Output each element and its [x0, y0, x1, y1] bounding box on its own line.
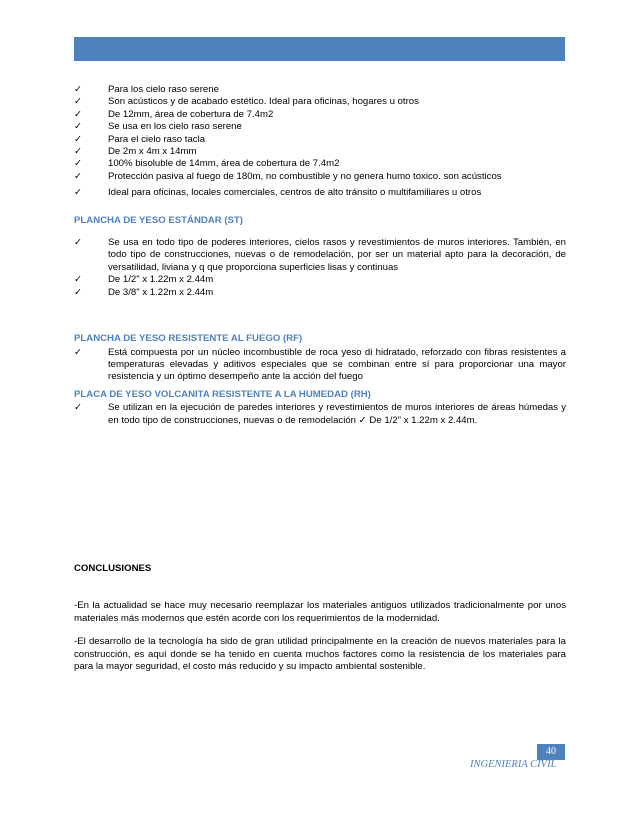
list-item-text: Para los cielo raso serene — [108, 84, 219, 95]
conclusions-title: CONCLUSIONES — [74, 562, 152, 574]
list-item-text: De 12mm, área de cobertura de 7.4m2 — [108, 108, 274, 120]
check-icon: ✓ — [74, 158, 82, 170]
check-icon: ✓ — [74, 286, 82, 298]
list-item-text: 100% bisoluble de 14mm, área de cobertura de 7.4m2 — [108, 158, 340, 170]
check-icon: ✓ — [74, 133, 82, 145]
check-icon: ✓ — [74, 170, 82, 182]
list-item-text: Ideal para oficinas, locales comerciales, centros de alto tránsito o multifamiliares u otros — [108, 187, 482, 199]
list-item — [74, 146, 566, 158]
page-content — [74, 84, 566, 673]
check-icon: ✓ — [74, 237, 82, 249]
list-item — [74, 274, 566, 286]
list-item-text: Está compuesta por un núcleo incombustible de roca yeso di hidratado, reforzado con fibras resistentes a temperaturas elevadas y aditivos especiales que se combinan entre sí para proporcionar una mayor resistencia y un óptimo desempeño ante la acción del fuego — [108, 346, 566, 383]
check-icon: ✓ — [74, 121, 82, 133]
product-list — [74, 84, 566, 200]
check-icon: ✓ — [74, 274, 82, 286]
list-item — [74, 347, 566, 384]
list-item-text: De 1/2" x 1.22m x 2.44m — [108, 274, 214, 286]
list-item — [74, 121, 566, 133]
list-item-text: Para el cielo raso tacla — [108, 133, 206, 145]
list-item — [74, 402, 566, 427]
check-icon: ✓ — [74, 187, 82, 199]
check-icon: ✓ — [74, 96, 82, 108]
list-item-text: Protección pasiva al fuego de 180m, no combustible y no genera humo toxico. son acústicos — [108, 170, 502, 182]
list-item — [74, 96, 566, 108]
header-bar — [74, 37, 565, 61]
section-rf-list — [74, 347, 566, 384]
section-rh-list — [74, 402, 566, 427]
list-item-text: De 2m x 4m x 14mm — [108, 146, 197, 158]
check-icon: ✓ — [74, 108, 82, 120]
footer-label: INGENIERIA CIVIL — [470, 759, 557, 770]
conclusion-paragraph: -En la actualidad se hace muy necesario reemplazar los materiales antiguos utilizados tradicionalmente por unos materiales más modernos que estén acorde con los requerimientos de la modernidad. — [74, 600, 566, 624]
list-item-text: De 3/8" x 1.22m x 2.44m — [108, 286, 214, 298]
conclusion-paragraph: -El desarrollo de la tecnología ha sido de gran utilidad principalmente en la creación de nuevos materiales para la construcción, es aquí donde se ha tenido en cuenta muchos factores como la resistencia de los materiales para para la mayor seguridad, el costo más reducido y su impacto ambiental sostenible. — [74, 636, 566, 672]
list-item — [74, 84, 566, 96]
list-item — [74, 134, 566, 146]
list-item-text: Son acústicos y de acabado estético. Ideal para oficinas, hogares u otros — [108, 96, 419, 108]
list-item — [74, 171, 566, 183]
page-number: 40 — [537, 744, 565, 760]
section-title-rf: PLANCHA DE YESO RESISTENTE AL FUEGO (RF) — [74, 333, 303, 345]
list-item-text: Se usa en todo tipo de poderes interiores, cielos rasos y revestimientos de muros interiores. También, en todo tipo de construcciones, nuevas o de remodelación, por ser un material apto para la decoración, de versatilidad, liviana y q que proporciona superficies lisas y continuas — [108, 237, 566, 273]
check-icon: ✓ — [74, 146, 82, 158]
check-icon: ✓ — [74, 402, 82, 414]
section-title-st: PLANCHA DE YESO ESTÁNDAR (ST) — [74, 214, 243, 226]
check-icon: ✓ — [74, 346, 82, 358]
list-item-text: Se utilizan en la ejecución de paredes interiores y revestimientos de muros interiores de áreas húmedas y en todo tipo de construcciones, nuevas o de remodelación — [108, 402, 566, 426]
list-item-tail: De 1/2" x 1.22m x 2.44m. — [366, 414, 478, 426]
list-item — [74, 187, 566, 199]
list-item — [74, 287, 566, 299]
section-title-rh: PLACA DE YESO VOLCANITA RESISTENTE A LA HUMEDAD (RH) — [74, 388, 371, 400]
list-item — [74, 158, 566, 170]
list-item — [74, 237, 566, 274]
list-item — [74, 109, 566, 121]
list-item-text: Se usa en los cielo raso serene — [108, 121, 242, 133]
check-icon: ✓ — [74, 84, 82, 95]
section-st-list — [74, 237, 566, 299]
check-icon: ✓ — [358, 414, 367, 426]
